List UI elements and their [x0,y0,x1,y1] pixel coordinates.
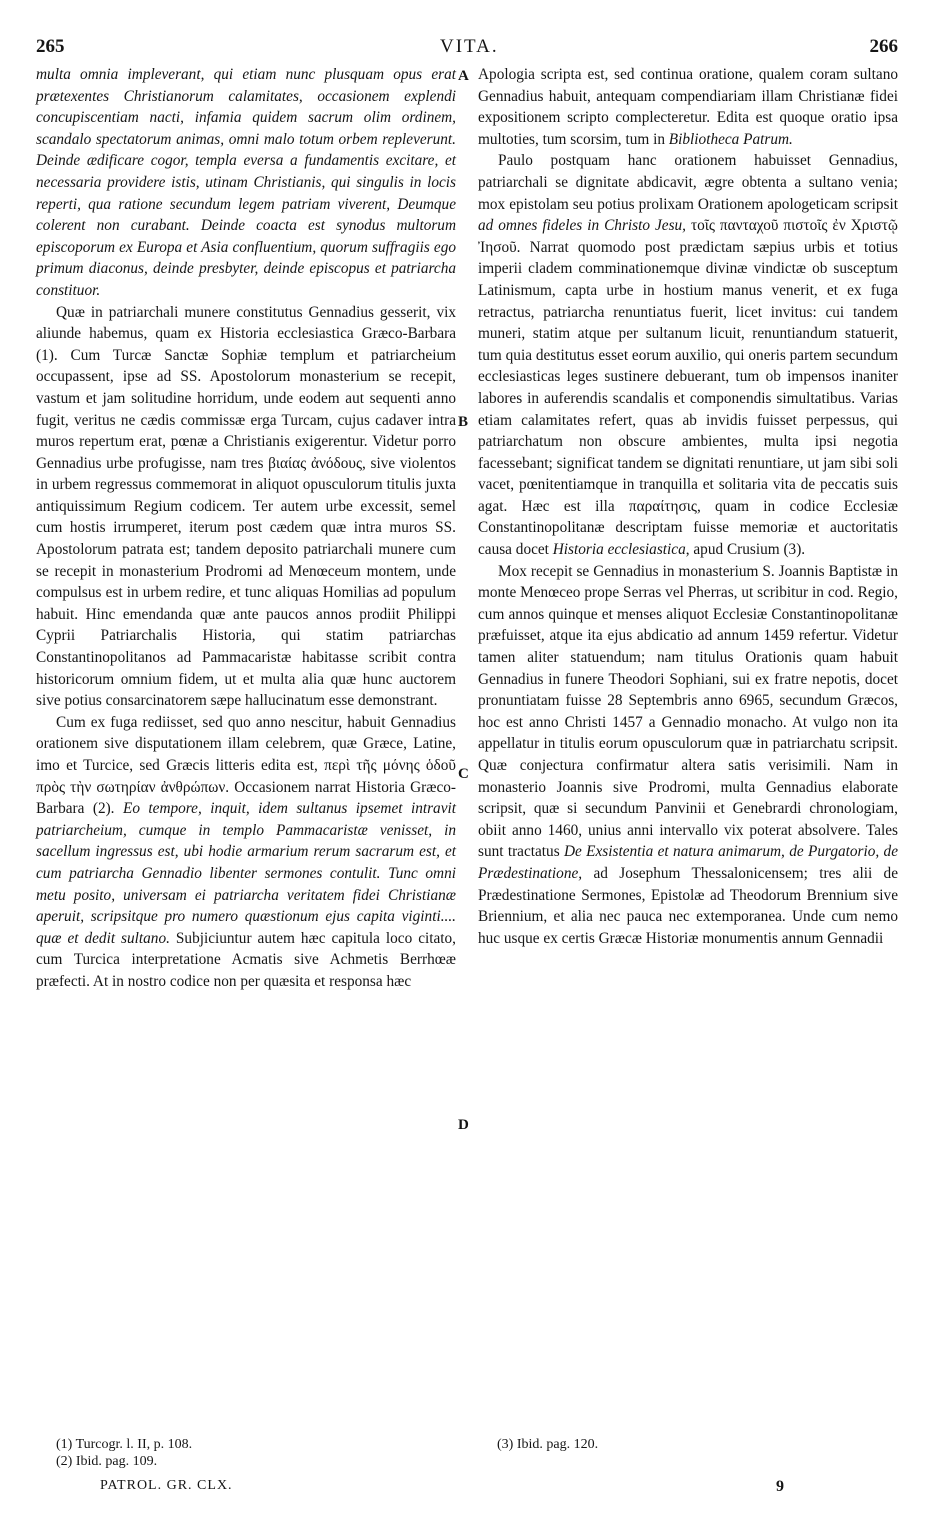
left-paragraph-1 [36,64,456,302]
page-number-left: 265 [36,36,65,57]
left-p3-text: Cum ex fuga rediisset, sed quo anno nescitur, habuit Gennadius orationem sive disputationem illam celebrem, quæ Græce, Latine, imo et Turcice, sed Græcis litteris edita est, περὶ τῆς μόνης ὁδοῦ πρὸς τὴν σωτηρίαν ἀνθρώπων. Occasionem narrat Historia Græco-Barbara (2). [36,713,456,818]
right-paragraph-1 [478,64,898,150]
right-paragraph-2 [478,150,898,560]
margin-letter-d: D [458,1117,469,1133]
right-p3-a: Mox recepit se Gennadius in monasterium S. Joannis Baptistæ in monte Menœceo prope Serras vel Pherras, ut scribitur in cod. Regio, cum annos quinque et menses aliquot Ecclesiæ Constantinopolitanæ præfuisset, atque ita ejus abdicatio ad annum 1459 refertur. Videtur tamen aliter statuendum; nam titulus Orationis quam habuit Gennadius in funere Theodori Sophiani, sui ex fratre nepotis, docet pronuntiatam fuisse 28 Septembris anno 6965, secundum Græcos, hoc est anno Christi 1457 a Gennadio monacho. At vulgo non ita appellatur in titulis eorum opusculorum quæ in patriarchatu scripsit. Quæ conjectura confirmatur altera satis verisimili. Nam in monasterio Joannis sive Prodromi, multa Gennadius elaborate scripsit, quæ si secundum Panvinii et Genebrardi chronologiam, obiit anno 1460, unius anni intervallo vix poterat absolvere. Tales sunt tractatus [478,562,898,861]
right-p2-italic-2: Historia ecclesiastica [552,541,686,559]
right-p2-italic-1: ad omnes fideles in Christo Jesu, [478,217,686,235]
right-p1-italic: Bibliotheca Patrum. [668,130,793,148]
footnote-3: (3) Ibid. pag. 120. [497,1437,599,1452]
page-header [36,36,898,64]
margin-letter-a: A [458,68,469,84]
right-p1-text: Apologia scripta est, sed continua oratione, qualem coram sultano Gennadius habuit, antequam compendiariam illam Christianæ fidei expositionem scripto complecteretur. Edita est quoque oratio ipsa multoties, tum scorsim, tum in [478,66,898,148]
left-p3-quote: Eo tempore, inquit, idem sultanus ipsemet intravit patriarcheium, cumque in templo Pammacaristæ venisset, in sacellum ingressus est, ubi hodie armarium rerum sacrarum est, et cum patriarcha Gennadio libenter sermones contulit. Tunc omni metu posito, universam ei patriarcha veritatem fidei Christianæ aperuit, scripsitque pro numero quæstionum ejus capita viginti.... quæ et dedit sultano. [36,800,457,947]
left-p3-tail: Subjiciuntur autem hæc capitula loco citato, cum Turcica interpretatione Acmatis sive Achmetis Berrhœæ præfecti. At in nostro codice non per quæsita et responsa hæc [36,929,457,990]
left-p1-italic: multa omnia impleverant, qui etiam nunc plusquam opus erat prætexentes Christianorum calamitates, occasionem explendi concupiscentiam nacti, infamia quidem sacrum olim ordinem, scandalo spectatorum animas, omni malo totum orbem repleverunt. Deinde ædificare cogor, templa eversa a fundamentis excitare, et necessaria providere istis, utinam Christianis, qui singulis in locis reperti, qua ratione secundum legem patriam viverent, Deumque colerent non curabant. Deinde coacta est synodus multorum episcoporum ex Europa et Asia confluentium, quorum suffragiis ego primum diaconus, deinde presbyter, deinde episcopus et patriarcha constituor. [36,66,456,299]
right-column [478,64,898,949]
right-p2-c: , apud Crusium (3). [685,541,806,559]
footnote-2: (2) Ibid. pag. 109. [56,1454,158,1469]
margin-letter-c: C [458,766,469,782]
left-paragraph-3 [36,712,456,993]
footnote-1: (1) Turcogr. l. II, p. 108. [56,1437,193,1452]
right-p2-a: Paulo postquam hanc orationem habuisset Gennadius, patriarchali se dignitate abdicavit, ægre obtenta a sultano venia; mox epistolam seu potius prolixam Orationem apologeticam scripsit [478,152,898,213]
right-p3-italic: De Exsistentia et natura animarum, de Purgatorio, de Prædestinatione, [478,843,898,882]
margin-letter-b: B [458,414,469,430]
footnotes-left [56,1436,192,1470]
right-paragraph-3 [478,561,898,950]
right-p2-b: τοῖς πανταχοῦ πιστοῖς ἐν Χριστῷ Ἰησοῦ. Narrat quomodo post prædictam sæpius urbis et totius imperii cladem comminationemque divinæ vindictæ ob susceptum Latinismum, capta urbe in hostium manus venerit, et ex fuga retractus, patriarcha renuntiatus fuerit, licet invitus: cui tandem muneri, statim atque per sultanum licuit, renuntiandum statuerit, tum quia destitutus esset eorum auxilio, qui oneris partem secundum ecclesiasticas leges sustinere debuerant, tum ob impensos inaniter labores in auferendis scandalis et componendis simultatibus. Varias etiam calamitates refert, quas ab invidis fuisset perpessus, qui patriarchatum non obscure ambientes, multa ipsi negotia facessebant; significat tandem se dignitati renuntiare, ut jam sibi soli vacet, pœnitentiamque in tranquilla et solitaria vita de peccatis suis agat. Hæc est illa παραίτησις, quam in codice Ecclesiæ Constantinopolitanæ descriptam fuisse memoriæ et auctoritatis causa docet [478,217,898,559]
page-number-right: 266 [869,36,898,57]
left-paragraph-2: Quæ in patriarchali munere constitutus Gennadius gesserit, vix aliunde habemus, quam ex Historia ecclesiastica Græco-Barbara (1). Cum Turcæ Sanctæ Sophiæ templum et patriarcheium occupassent, ipse ad SS. Apostolorum monasterium se recepit, vastum et jam solitudine horridum, unde eodem aut sequenti anno fugit, veritus ne cædis commissæ erga Turcam, cujus cadaver intra muros repertum erat, pœnæ a Christianis exigerentur. Videtur porro Gennadius urbe profugisse, nam tres βιαίας ἀνόδους, sive violentos in urbem regressus commemorat in aliquot opusculorum titulis juxta antiquissimum Regium codicem. Ter autem urbe excessit, semel cum hostis irrumperet, iterum post cædem quæ intra muros SS. Apostolorum patrata est; tandem deposito patriarchali munere cum se recepit in monasterium Prodromi ad Menœceum montem, unde compulsus est in urbem redire, et tunc aliquas Homilias ad populum habuit. Hinc emendanda quæ ante paucos annos prodiit Philippi Cyprii Patriarchalis Historia, qui statim patriarchas Constantinopolitanos ad Pammacaristæ habitasse scribit contra historicorum omnium fidem, ut et multa alia quæ hunc auctorem sive potius consarcinatorem sæpe hallucinatum esse demonstrant. [36,303,456,710]
signature-number: 9 [776,1478,784,1495]
running-title: VITA. [440,36,499,57]
left-column [36,64,456,993]
footnotes-right [497,1436,598,1453]
right-p3-b: ad Josephum Thessalonicensem; tres alii de Prædestinatione Sermones, Epistolæ ad Theodorum Brennium sive Briennium, et alia nec pauca nec extemporanea. Unde cum nemo huc usque ex certis Græcæ Historiæ monumentis annum Gennadii [478,864,898,947]
signature-label: PATROL. GR. CLX. [100,1478,233,1493]
